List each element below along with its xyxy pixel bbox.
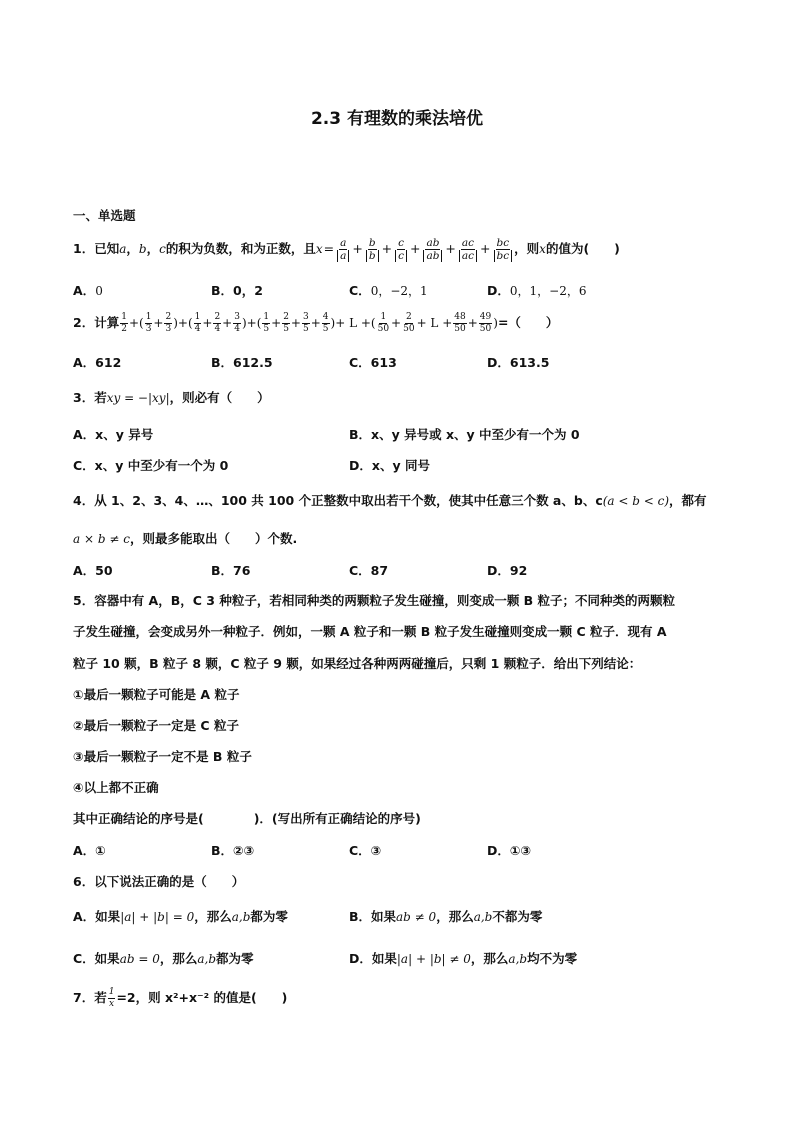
fraction: $\frac{c}{c}$ (394, 238, 408, 262)
fraction: $\frac{bc}{bc}$ (493, 238, 514, 262)
q5-statement-4: ④以上都不正确 (73, 780, 159, 795)
fraction: $\frac{ac}{ac}$ (458, 238, 478, 262)
question-5-line-2: 子发生碰撞，会变成另外一种粒子．例如，一颗 A 粒子和一颗 B 粒子发生碰撞则变成一颗 C 粒子．现有 A (73, 624, 667, 639)
q3-option-c[interactable]: C．x、y 中至少有一个为 0 (73, 458, 229, 473)
q5-option-c[interactable]: C．③ (349, 843, 382, 858)
question-4-line-1: 4．从 1、2、3、4、…、100 共 100 个正整数中取出若干个数，使其中任意三个数 a、b、c(a < b < c)，都有 (73, 493, 707, 508)
q2-option-d[interactable]: D．613.5 (487, 355, 550, 370)
fraction: $\frac{1}{x}$ (108, 987, 115, 1009)
page-title: 2.3 有理数的乘法培优 (310, 109, 484, 129)
question-7-stem: 7．若 $\frac{1}{x}$ =2，则 x²+x⁻² 的值是( ) (73, 987, 288, 1009)
q4-option-b[interactable]: B．76 (211, 563, 251, 578)
q1-option-c[interactable]: C．0，−2，1 (349, 283, 428, 298)
q5-option-a[interactable]: A．① (73, 843, 106, 858)
question-4-line-2: a × b ≠ c，则最多能取出（ ）个数. (73, 531, 298, 546)
q2-option-c[interactable]: C．613 (349, 355, 397, 370)
q5-option-d[interactable]: D．①③ (487, 843, 532, 858)
q5-option-b[interactable]: B．②③ (211, 843, 255, 858)
question-6-stem: 6．以下说法正确的是（ ） (73, 874, 245, 889)
q1-option-d[interactable]: D．0，1，−2，6 (487, 283, 587, 298)
q3-option-b[interactable]: B．x、y 异号或 x、y 中至少有一个为 0 (349, 427, 580, 442)
question-5-line-3: 粒子 10 颗，B 粒子 8 颗，C 粒子 9 颗，如果经过各种两两碰撞后，只剩 1 颗粒子．给出下列结论： (73, 656, 642, 671)
q2-option-a[interactable]: A．612 (73, 355, 122, 370)
q1-option-a[interactable]: A．0 (73, 283, 103, 298)
q6-option-c[interactable]: C．如果ab = 0，那么a,b都为零 (73, 951, 254, 966)
fraction: $\frac{a}{a}$ (336, 238, 350, 262)
q4-option-c[interactable]: C．87 (349, 563, 389, 578)
question-1-stem: 1．已知a，b，c的积为负数，和为正数，且x= $\frac{a}{a}$ + $\frac{b}{b}$ + $\frac{c}{c}$ + $\frac{ab}{ab}$ + $\frac{ac}{ac}$ + $\frac{bc}{bc}$ ，则x的值为( ) (73, 236, 620, 262)
q5-statement-2: ②最后一颗粒子一定是 C 粒子 (73, 718, 239, 733)
q2-expression: $\frac{1}{2}$ +( $\frac{1}{3}$ + $\frac{2}{3}$ )+( $\frac{1}{4}$ + $\frac{2}{4}$ + $\frac{3}{4}$ )+( $\frac{1}{5}$ + $\frac{2}{5}$ + $\frac{3}{5}$ + $\frac{4}{5}$ )+ L +( $\frac{1}{50}$ + $\frac{2}{50}$ + L + $\frac{48}{50}$ + $\frac{49}{50}$ ) (121, 312, 498, 334)
q3-option-a[interactable]: A．x、y 异号 (73, 427, 154, 442)
q4-option-a[interactable]: A．50 (73, 563, 113, 578)
section-heading: 一、单选题 (73, 208, 136, 223)
q5-statement-3: ③最后一颗粒子一定不是 B 粒子 (73, 749, 252, 764)
q3-option-d[interactable]: D．x、y 同号 (349, 458, 430, 473)
question-3-stem: 3．若xy = −|xy|，则必有（ ） (73, 390, 270, 405)
q4-option-d[interactable]: D．92 (487, 563, 528, 578)
fraction: $\frac{b}{b}$ (365, 238, 380, 262)
q5-question: 其中正确结论的序号是( )．(写出所有正确结论的序号) (73, 811, 421, 826)
question-2-stem: 2．计算 $\frac{1}{2}$ +( $\frac{1}{3}$ + $\frac{2}{3}$ )+( $\frac{1}{4}$ + $\frac{2}{4}$ + $\frac{3}{4}$ )+( $\frac{1}{5}$ + $\frac{2}{5}$ + $\frac{3}{5}$ + $\frac{4}{5}$ )+ L +( $\frac{1}{50}$ + $\frac{2}{50}$ + L + $\frac{48}{50}$ + $\frac{49}{50}$ )=（ ） (73, 312, 559, 334)
q1-option-b[interactable]: B．0，2 (211, 283, 263, 298)
q5-statement-1: ①最后一颗粒子可能是 A 粒子 (73, 687, 240, 702)
q6-option-a[interactable]: A．如果|a| + |b| = 0，那么a,b都为零 (73, 909, 288, 924)
fraction: $\frac{ab}{ab}$ (422, 238, 443, 262)
q2-option-b[interactable]: B．612.5 (211, 355, 273, 370)
q6-option-d[interactable]: D．如果|a| + |b| ≠ 0，那么a,b均不为零 (349, 951, 578, 966)
q6-option-b[interactable]: B．如果ab ≠ 0，那么a,b不都为零 (349, 909, 543, 924)
question-5-line-1: 5．容器中有 A，B，C 3 种粒子，若相同种类的两颗粒子发生碰撞，则变成一颗 B 粒子；不同种类的两颗粒 (73, 593, 676, 608)
